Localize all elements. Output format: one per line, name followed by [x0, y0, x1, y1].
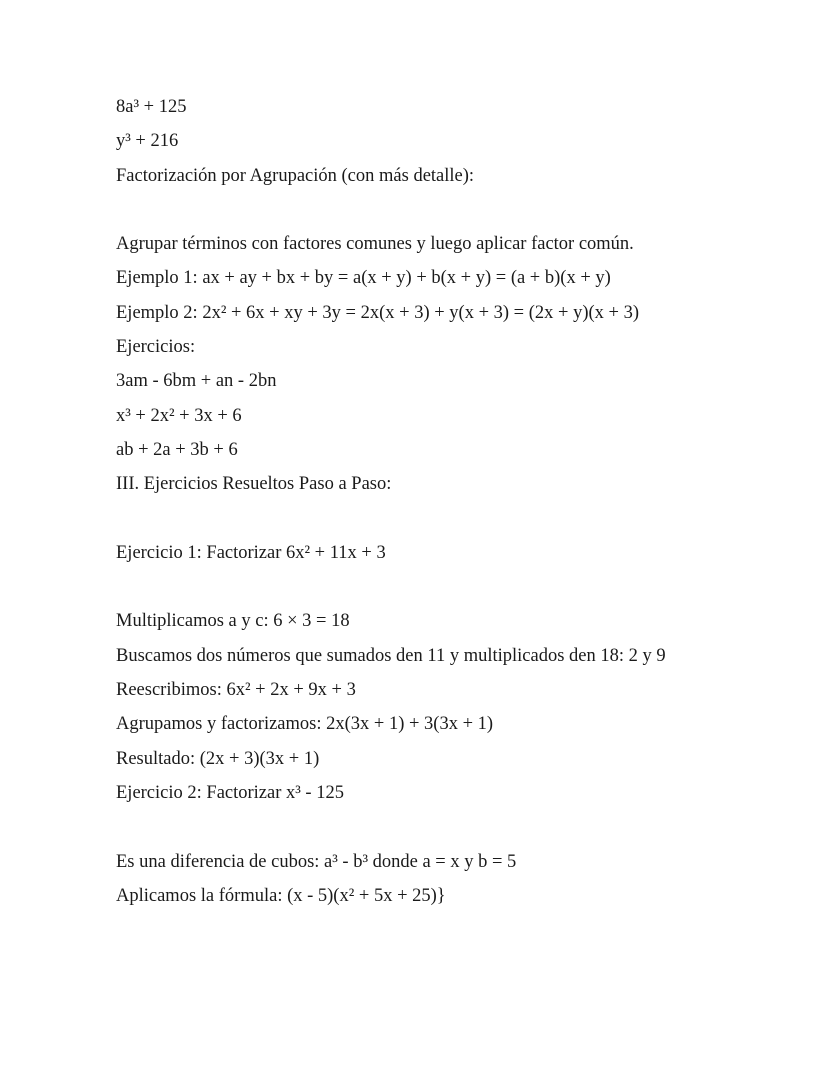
step-line: Multiplicamos a y c: 6 × 3 = 18 — [116, 611, 350, 632]
example-line: Ejemplo 2: 2x² + 6x + xy + 3y = 2x(x + 3) + y(x + 3) = (2x + y)(x + 3) — [116, 302, 639, 323]
blank-line — [116, 507, 796, 541]
result-line: Resultado: (2x + 3)(3x + 1) — [116, 748, 320, 769]
blank-line — [116, 575, 796, 609]
section-heading: Factorización por Agrupación (con más detalle): — [116, 165, 475, 186]
exercise-line: 3am - 6bm + an - 2bn — [116, 371, 277, 392]
step-line: Reescribimos: 6x² + 2x + 9x + 3 — [116, 680, 356, 701]
exercise-title: Ejercicio 1: Factorizar 6x² + 11x + 3 — [116, 542, 386, 563]
blank-line — [116, 198, 796, 232]
step-line: Es una diferencia de cubos: a³ - b³ donde a = x y b = 5 — [116, 851, 517, 872]
exercise-line: x³ + 2x² + 3x + 6 — [116, 405, 242, 426]
step-line: Buscamos dos números que sumados den 11 y multiplicados den 18: 2 y 9 — [116, 645, 666, 666]
expression-line: y³ + 216 — [116, 131, 179, 152]
step-line: Aplicamos la fórmula: (x - 5)(x² + 5x + 25)} — [116, 885, 446, 906]
example-line: Ejemplo 1: ax + ay + bx + by = a(x + y) + b(x + y) = (a + b)(x + y) — [116, 268, 611, 289]
blank-line — [116, 815, 796, 849]
step-line: Agrupamos y factorizamos: 2x(3x + 1) + 3(3x + 1) — [116, 714, 494, 735]
exercise-line: ab + 2a + 3b + 6 — [116, 439, 238, 460]
section-heading: III. Ejercicios Resueltos Paso a Paso: — [116, 474, 392, 495]
exercise-title: Ejercicio 2: Factorizar x³ - 125 — [116, 782, 344, 803]
paragraph-line: Agrupar términos con factores comunes y luego aplicar factor común. — [116, 234, 634, 255]
expression-line: 8a³ + 125 — [116, 97, 187, 117]
exercises-heading: Ejercicios: — [116, 337, 196, 358]
document-body — [116, 95, 796, 918]
